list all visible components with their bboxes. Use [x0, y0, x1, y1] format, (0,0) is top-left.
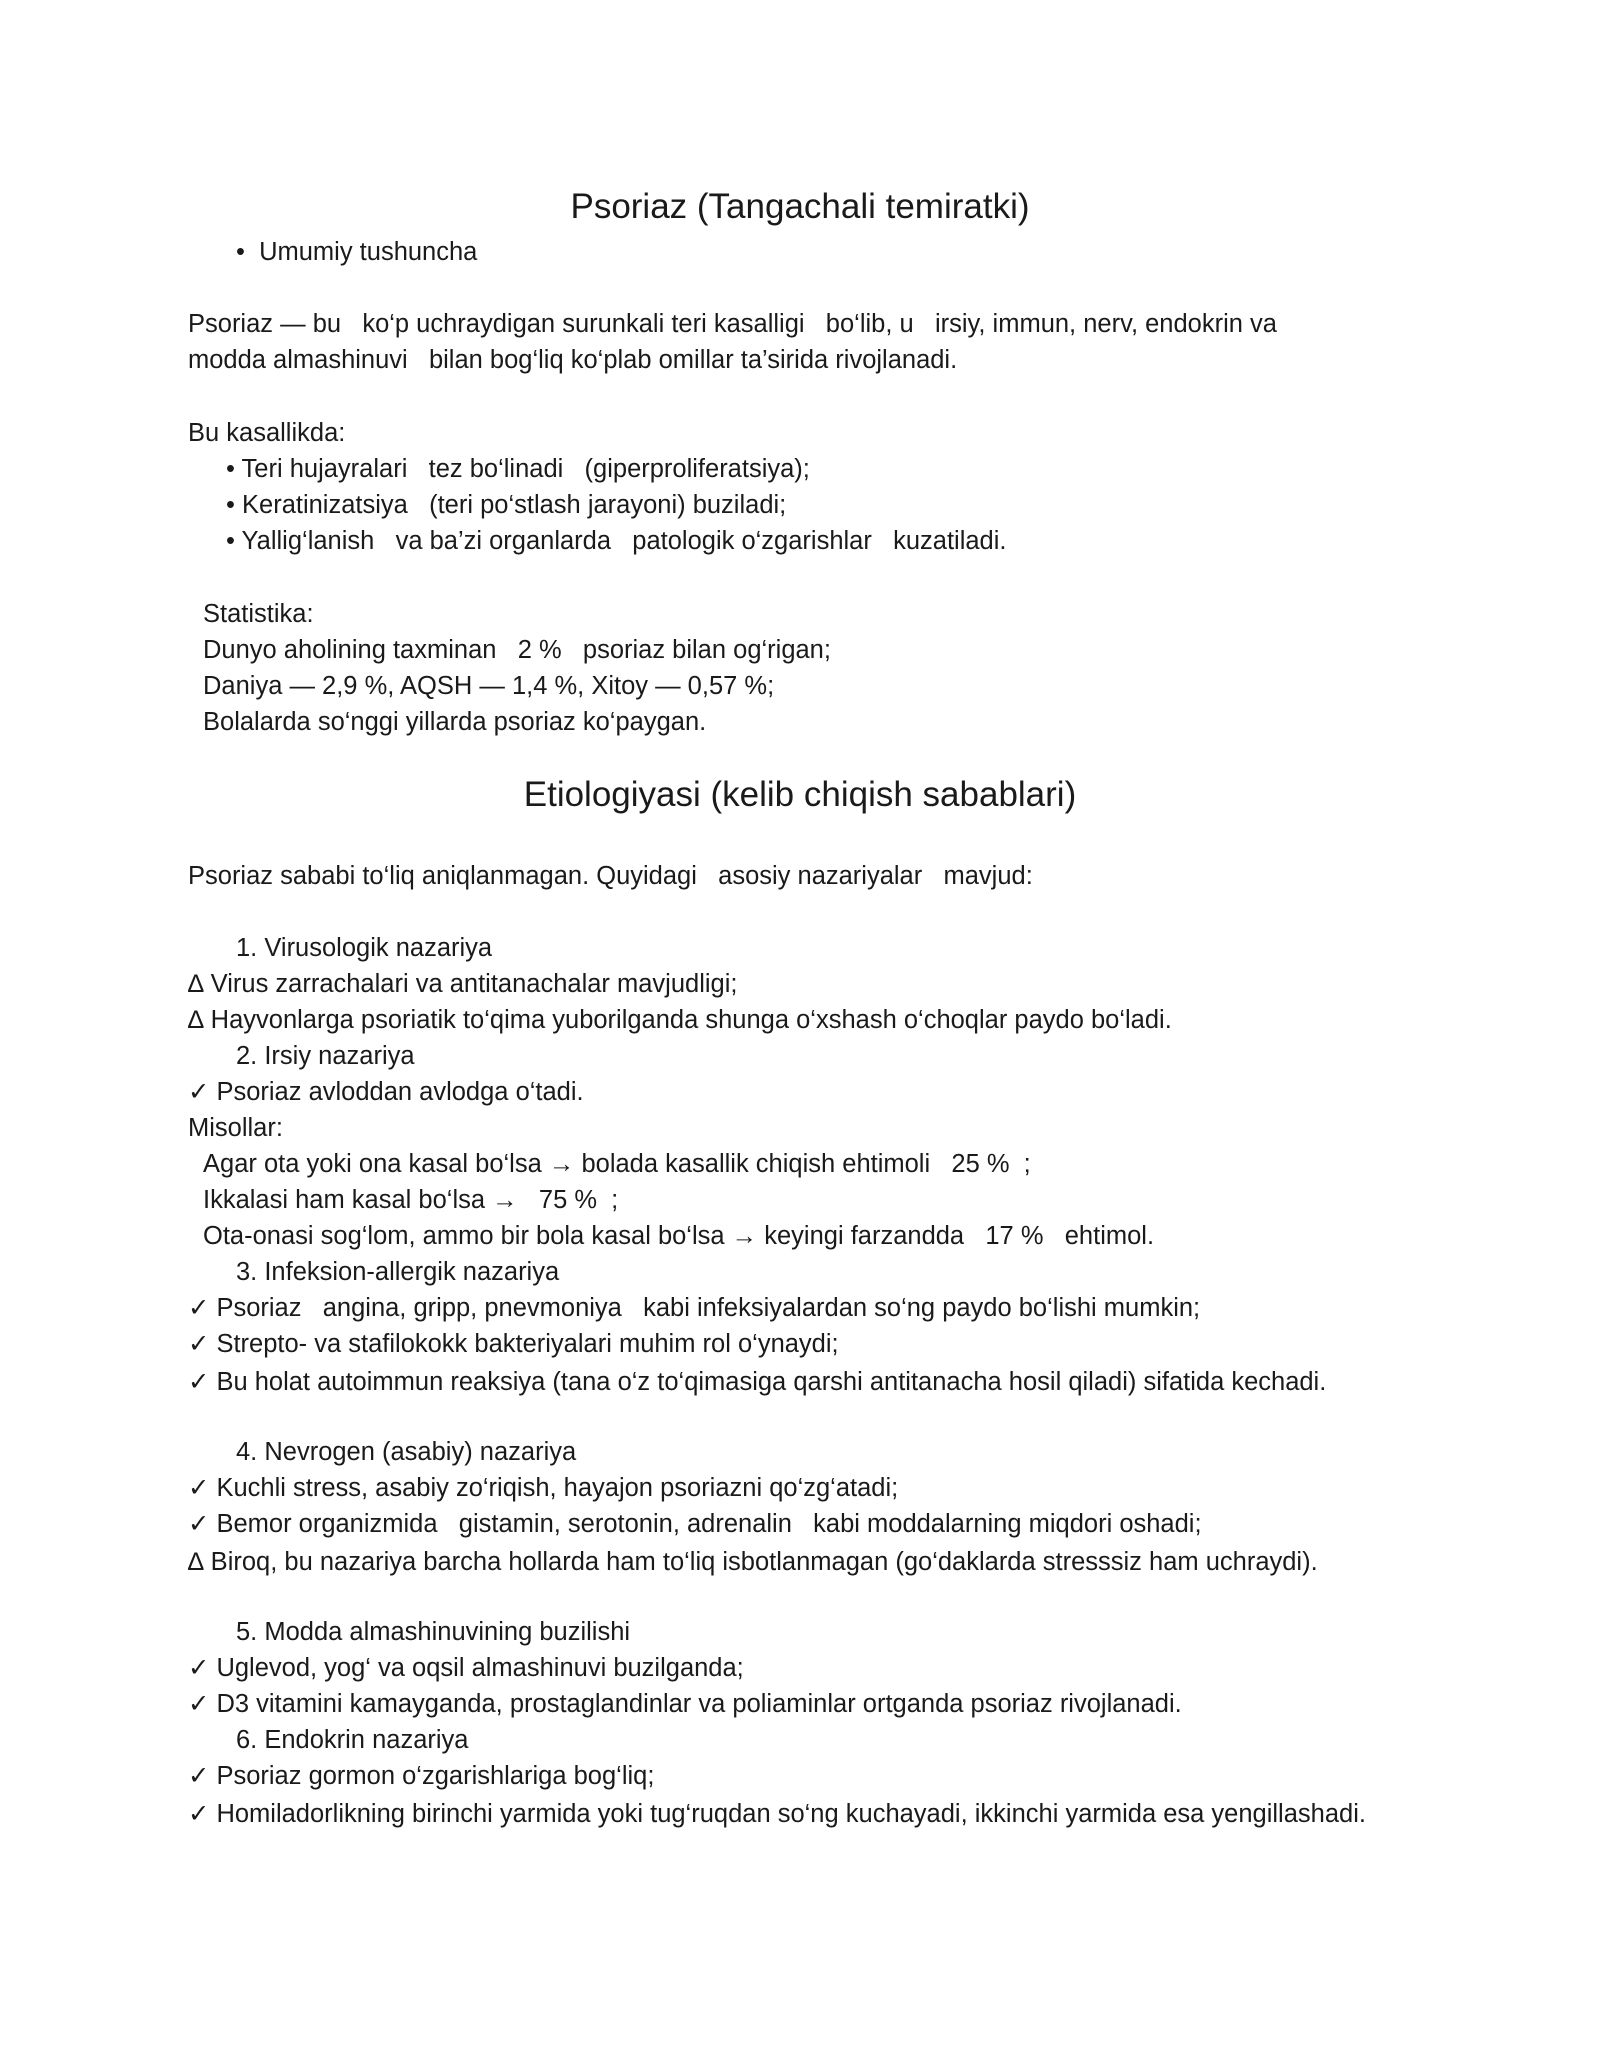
theory-heading: 3. Infeksion-allergik nazariya	[236, 1258, 560, 1286]
theory-point: ✓ Psoriaz gormon o‘zgarishlariga bog‘liq;	[188, 1762, 655, 1790]
theory-point-paragraph: ✓ Homiladorlikning birinchi yarmida yoki tug‘ruqdan so‘ng kuchayadi, ikkinchi yarmida esa yengillashadi.	[188, 1800, 1366, 1828]
theory-heading: 1. Virusologik nazariya	[236, 934, 493, 962]
theory-point: ✓ Uglevod, yog‘ va oqsil almashinuvi buzilganda;	[188, 1654, 744, 1682]
theory-heading: 5. Modda almashinuvining buzilishi	[236, 1618, 631, 1646]
theory-point: ✓ Bemor organizmida gistamin, serotonin, adrenalin kabi moddalarning miqdori oshadi;	[188, 1510, 1202, 1538]
theory-point: ∆ Hayvonlarga psoriatik to‘qima yuborilganda shunga o‘xshash o‘choqlar paydo bo‘ladi.	[188, 1006, 1172, 1034]
theory-point: ✓ D3 vitamini kamayganda, prostaglandinlar va poliaminlar ortganda psoriaz rivojlanadi.	[188, 1690, 1182, 1718]
theory-point: ∆ Virus zarrachalari va antitanachalar mavjudligi;	[188, 970, 738, 998]
theory-point-paragraph: ∆ Biroq, bu nazariya barcha hollarda ham to‘liq isbotlanmagan (go‘daklarda stresssiz ham uchraydi).	[188, 1548, 1318, 1576]
statistics-line: Bolalarda so‘nggi yillarda psoriaz ko‘paygan.	[203, 708, 707, 736]
disease-item: • Keratinizatsiya (teri po‘stlash jarayoni) buziladi;	[226, 491, 787, 519]
etiology-intro: Psoriaz sababi to‘liq aniqlanmagan. Quyidagi asosiy nazariyalar mavjud:	[188, 862, 1033, 890]
theory-heading: 4. Nevrogen (asabiy) nazariya	[236, 1438, 577, 1466]
disease-item: • Teri hujayralari tez bo‘linadi (giperproliferatsiya);	[226, 455, 810, 483]
statistics-line: Daniya — 2,9 %, AQSH — 1,4 %, Xitoy — 0,57 %;	[203, 672, 775, 700]
page-title: Psoriaz (Tangachali temiratki)	[570, 187, 1030, 226]
intro-bullet: • Umumiy tushuncha	[236, 238, 478, 266]
example-line: Agar ota yoki ona kasal bo‘lsa → bolada kasallik chiqish ehtimoli 25 % ;	[203, 1150, 1031, 1178]
theory-point-paragraph: ✓ Bu holat autoimmun reaksiya (tana o‘z to‘qimasiga qarshi antitanacha hosil qiladi) sifatida kechadi.	[188, 1368, 1327, 1396]
definition-line-2: modda almashinuvi bilan bog‘liq ko‘plab omillar ta’sirida rivojlanadi.	[188, 346, 958, 374]
statistics-heading: Statistika:	[203, 600, 314, 628]
definition-line-1: Psoriaz — bu ko‘p uchraydigan surunkali teri kasalligi bo‘lib, u irsiy, immun, nerv, endokrin va	[188, 310, 1277, 338]
section-title: Etiologiyasi (kelib chiqish sabablari)	[523, 775, 1077, 814]
disease-heading: Bu kasallikda:	[188, 419, 346, 447]
theory-heading: 6. Endokrin nazariya	[236, 1726, 469, 1754]
theory-point: ✓ Strepto- va stafilokokk bakteriyalari muhim rol o‘ynaydi;	[188, 1330, 839, 1358]
theory-heading: 2. Irsiy nazariya	[236, 1042, 415, 1070]
theory-point: ✓ Kuchli stress, asabiy zo‘riqish, hayajon psoriazni qo‘zg‘atadi;	[188, 1474, 899, 1502]
theory-point: ✓ Psoriaz angina, gripp, pnevmoniya kabi infeksiyalardan so‘ng paydo bo‘lishi mumkin;	[188, 1294, 1201, 1322]
example-line: Ota-onasi sog‘lom, ammo bir bola kasal bo‘lsa → keyingi farzandda 17 % ehtimol.	[203, 1222, 1155, 1250]
disease-item: • Yallig‘lanish va ba’zi organlarda patologik o‘zgarishlar kuzatiladi.	[226, 527, 1007, 555]
statistics-line: Dunyo aholining taxminan 2 % psoriaz bilan og‘rigan;	[203, 636, 831, 664]
example-line: Ikkalasi ham kasal bo‘lsa → 75 % ;	[203, 1186, 619, 1214]
examples-heading: Misollar:	[188, 1114, 283, 1142]
theory-point: ✓ Psoriaz avloddan avlodga o‘tadi.	[188, 1078, 584, 1106]
